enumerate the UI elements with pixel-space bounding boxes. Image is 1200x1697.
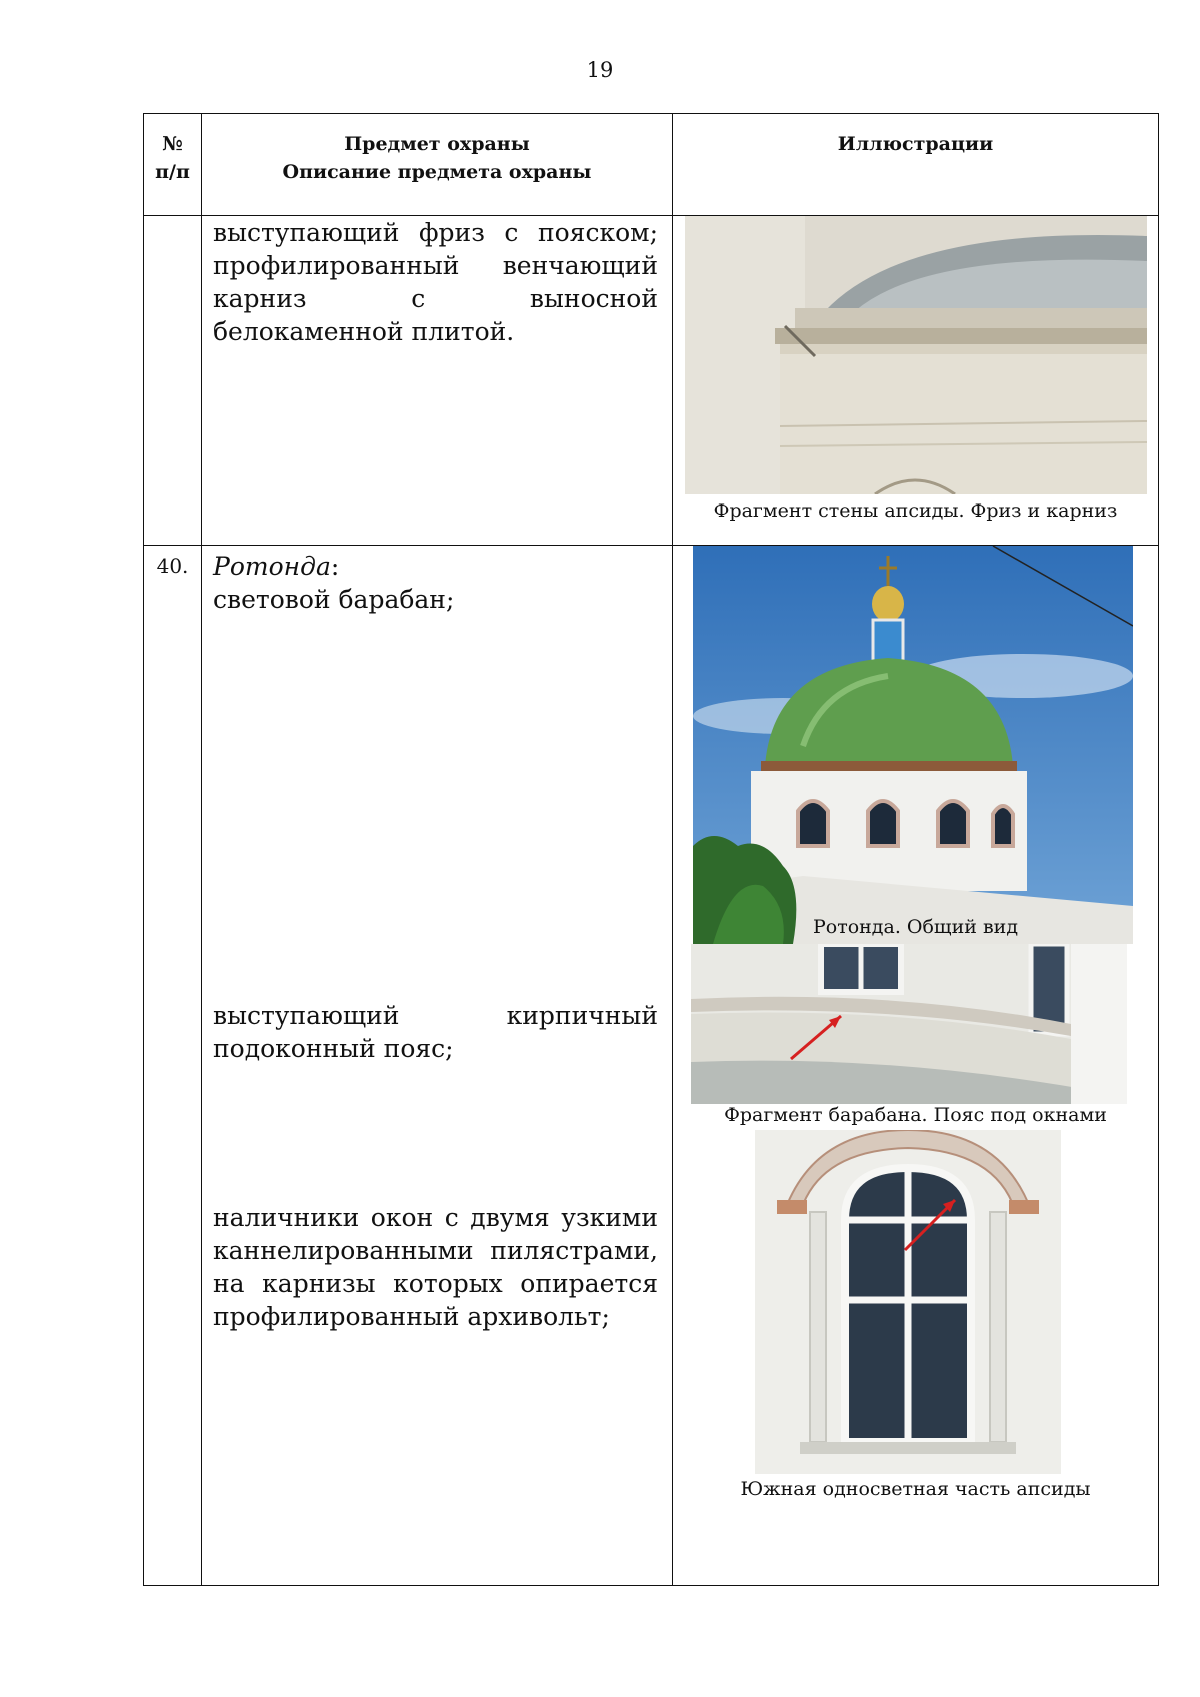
photo-south-window bbox=[755, 1130, 1061, 1474]
page-number: 19 bbox=[586, 58, 614, 82]
row-description bbox=[202, 216, 673, 546]
description-text: световой барабан; bbox=[213, 585, 455, 614]
description-text: наличники окон с двумя узкими каннелированными пилястрами, на карнизы которых опирается профилированный архивольт; bbox=[213, 1203, 658, 1331]
header-illustrations bbox=[673, 114, 1159, 216]
table-row bbox=[144, 546, 1159, 1586]
photo-drum-fragment bbox=[691, 944, 1127, 1104]
description-title: Ротонда bbox=[213, 552, 331, 581]
table-header-row bbox=[144, 114, 1159, 216]
header-desc-line2: Описание предмета охраны bbox=[282, 161, 592, 183]
header-num-label: № п/п bbox=[155, 133, 190, 183]
photo-caption: Фрагмент барабана. Пояс под окнами bbox=[724, 1104, 1107, 1126]
header-description bbox=[202, 114, 673, 216]
description-title-line: Ротонда: bbox=[213, 552, 340, 581]
description-text: выступающий фриз с пояском; профилированный венчающий карниз с выносной белокаменной плитой. bbox=[213, 218, 658, 346]
photo-caption: Фрагмент стены апсиды. Фриз и карниз bbox=[713, 500, 1118, 522]
row-illustrations bbox=[673, 216, 1159, 546]
photo-caption: Южная односветная часть апсиды bbox=[740, 1478, 1091, 1500]
photo-rotunda-general bbox=[693, 546, 1133, 944]
photo-apse-cornice bbox=[685, 216, 1147, 494]
row-description bbox=[202, 546, 673, 1586]
photo-caption: Ротонда. Общий вид bbox=[812, 916, 1019, 938]
table-row bbox=[144, 216, 1159, 546]
header-num bbox=[144, 114, 202, 216]
row-number bbox=[144, 216, 202, 546]
header-illustrations-label: Иллюстрации bbox=[837, 133, 994, 155]
protection-table bbox=[143, 113, 1159, 1586]
row-number: 40. bbox=[144, 546, 202, 1586]
header-desc-line1: Предмет охраны bbox=[344, 133, 530, 155]
row-illustrations bbox=[673, 546, 1159, 1586]
description-text: выступающий кирпичный подоконный пояс; bbox=[213, 1001, 658, 1063]
